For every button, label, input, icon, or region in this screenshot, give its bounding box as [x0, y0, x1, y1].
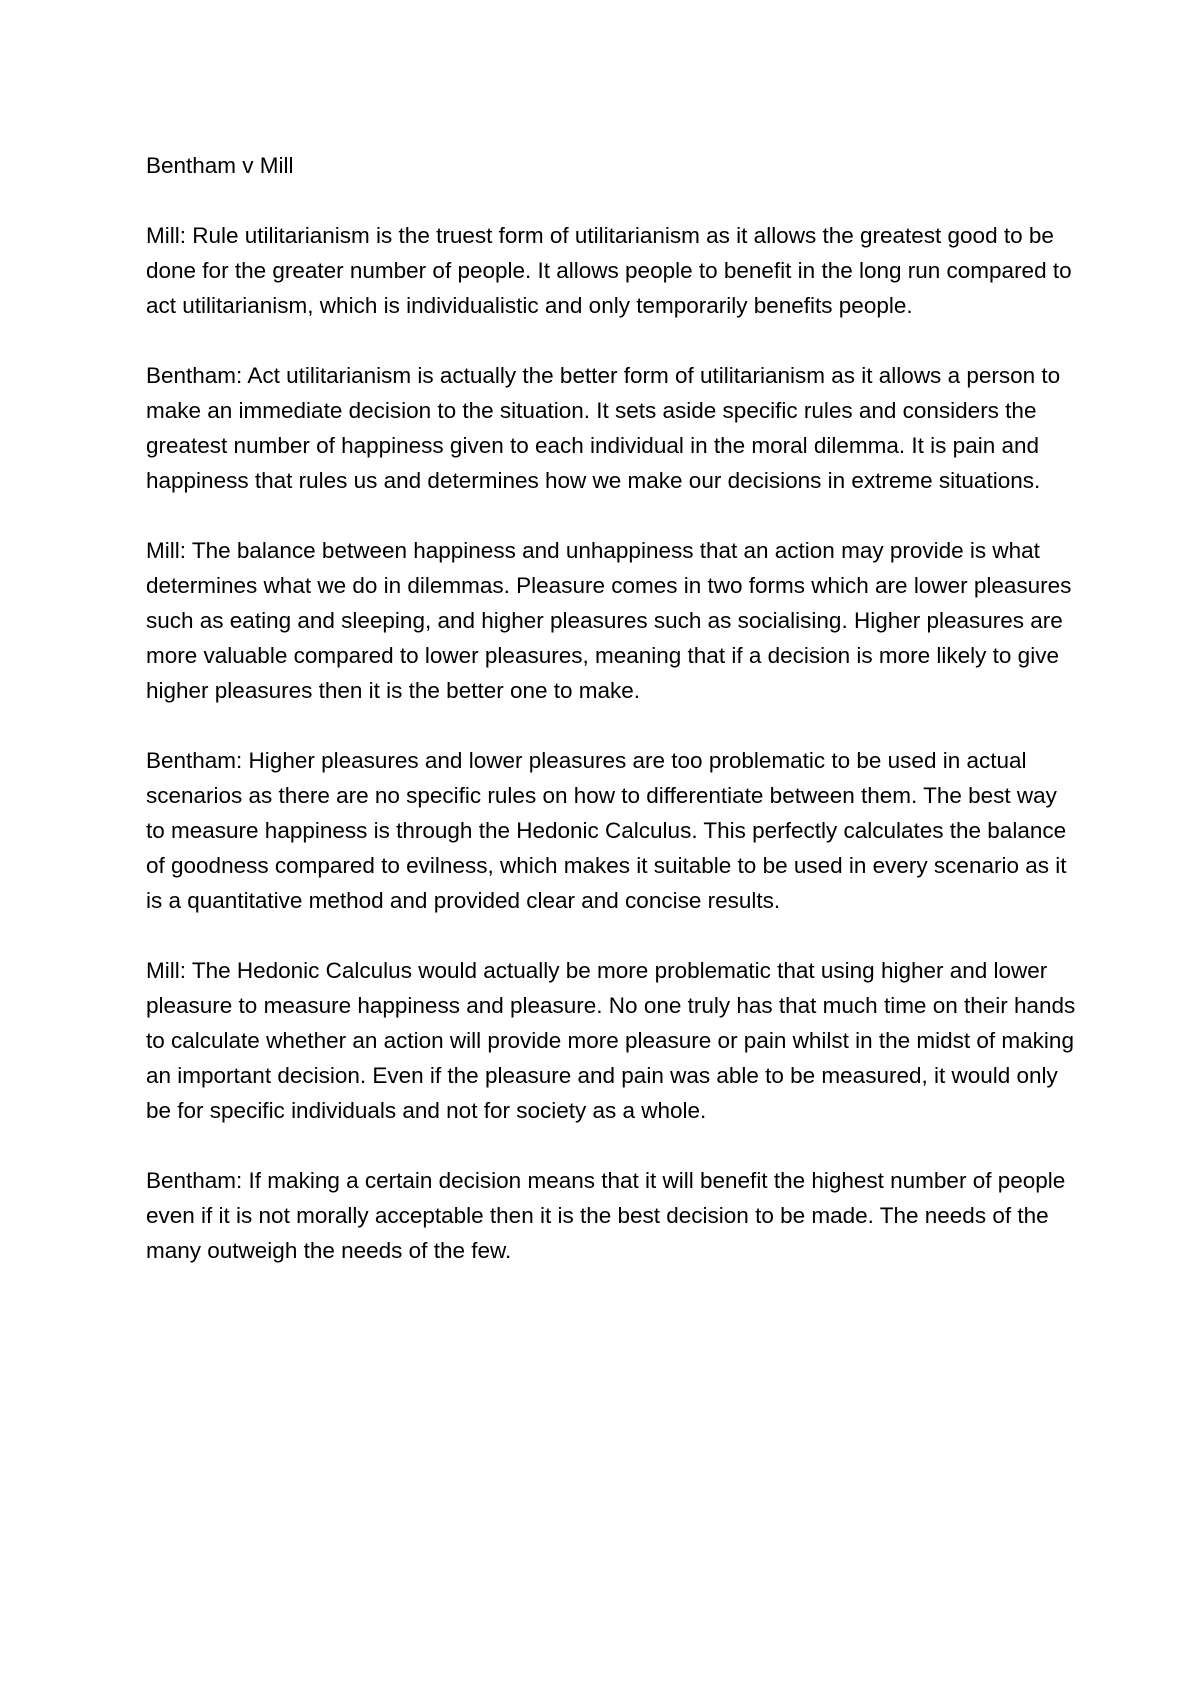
paragraph-bentham-1: Bentham: Act utilitarianism is actually the better form of utilitarianism as it allows a person to make an immediate decision to the situation. It sets aside specific rules and considers the greatest number of happiness given to each individual in the moral dilemma. It is pain and happiness that rules us and determines how we make our decisions in extreme situations.	[146, 363, 1061, 493]
document-title: Bentham v Mill	[146, 153, 294, 178]
paragraph-bentham-3: Bentham: If making a certain decision means that it will benefit the highest number of people even if it is not morally acceptable then it is the best decision to be made. The needs of the many outweigh the needs of the few.	[146, 1168, 1066, 1263]
document-body	[146, 148, 1076, 1303]
paragraph-mill-1: Mill: Rule utilitarianism is the truest form of utilitarianism as it allows the greatest good to be done for the greater number of people. It allows people to benefit in the long run compared to act utilitarianism, which is individualistic and only temporarily benefits people.	[146, 223, 1072, 318]
paragraph-bentham-2: Bentham: Higher pleasures and lower pleasures are too problematic to be used in actual scenarios as there are no specific rules on how to differentiate between them. The best way to measure happiness is through the Hedonic Calculus. This perfectly calculates the balance of goodness compared to evilness, which makes it suitable to be used in every scenario as it is a quantitative method and provided clear and concise results.	[146, 748, 1067, 913]
paragraph-mill-2: Mill: The balance between happiness and unhappiness that an action may provide is what determines what we do in dilemmas. Pleasure comes in two forms which are lower pleasures such as eating and sleeping, and higher pleasures such as socialising. Higher pleasures are more valuable compared to lower pleasures, meaning that if a decision is more likely to give higher pleasures then it is the better one to make.	[146, 538, 1072, 703]
paragraph-mill-3: Mill: The Hedonic Calculus would actually be more problematic that using higher and lower pleasure to measure happiness and pleasure. No one truly has that much time on their hands to calculate whether an action will provide more pleasure or pain whilst in the midst of making an important decision. Even if the pleasure and pain was able to be measured, it would only be for specific individuals and not for society as a whole.	[146, 958, 1076, 1123]
